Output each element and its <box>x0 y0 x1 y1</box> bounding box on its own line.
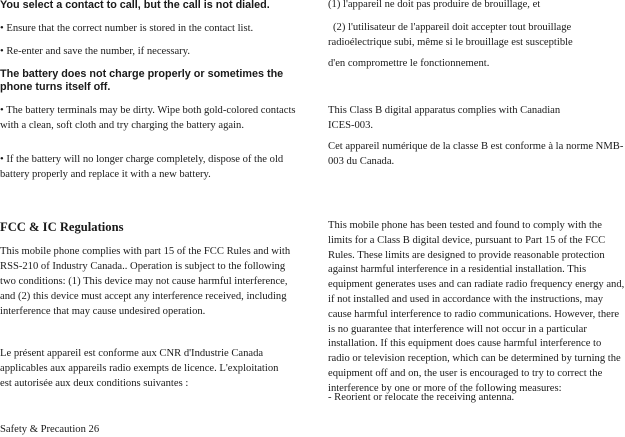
page-footer: Safety & Precaution 26 <box>0 424 100 435</box>
measure-reorient-antenna: - Reorient or relocate the receiving antenna. <box>328 392 515 403</box>
french-compliance-paragraph: Le présent appareil est conforme aux CNR d'Industrie Canada applicables aux appareils radio exempts de licence. L'exploitation est autorisée aux deux conditions suivantes : <box>0 348 279 389</box>
bullet-ensure-number: • Ensure that the correct number is stored in the contact list. <box>0 23 254 34</box>
heading-call-not-dialed: You select a contact to call, but the call is not dialed. <box>0 0 270 11</box>
heading-battery-charge: The battery does not charge properly or sometimes the phone turns itself off. <box>0 68 284 93</box>
bullet-replace-battery: • If the battery will no longer charge completely, dispose of the old battery properly and replace it with a new battery. <box>0 154 284 180</box>
ices-english-statement: This Class B digital apparatus complies with Canadian ICES-003. <box>328 105 561 131</box>
fcc-compliance-paragraph: This mobile phone complies with part 15 of the FCC Rules and with RSS-210 of Industry Canada.. Operation is subject to the following two conditions: (1) This device may not cause harmful interference, and (2) this device must accept any interference received, including interference that may cause undesired operation. <box>0 246 291 317</box>
french-condition-1: (1) l'appareil ne doit pas produire de brouillage, et <box>328 0 541 10</box>
bullet-reenter-number: • Re-enter and save the number, if necessary. <box>0 46 190 57</box>
french-condition-2-end: d'en compromettre le fonctionnement. <box>328 58 490 69</box>
french-condition-2: (2) l'utilisateur de l'appareil doit accepter tout brouillage radioélectrique subi, même si le brouillage est susceptible <box>328 22 573 48</box>
ices-french-statement: Cet appareil numérique de la classe B est conforme à la norme NMB-003 du Canada. <box>328 141 624 167</box>
bullet-battery-terminals: • The battery terminals may be dirty. Wipe both gold-colored contacts with a clean, soft cloth and try charging the battery again. <box>0 105 296 131</box>
fcc-class-b-paragraph: This mobile phone has been tested and found to comply with the limits for a Class B digital device, pursuant to Part 15 of the FCC Rules. These limits are designed to provide reasonable protection against harmful interference in a residential installation. This equipment generates uses and can radiate radio frequency energy and, if not installed and used in accordance with the instructions, may cause harmful interference to radio communications. However, there is no guarantee that interference will not occur in a particular installation. If this equipment does cause harmful interference to radio or television reception, which can be determined by turning the equipment off and on, the user is encouraged to try to correct the interference by one or more of the following measures: <box>328 220 625 394</box>
section-title-fcc-ic: FCC & IC Regulations <box>0 220 124 234</box>
